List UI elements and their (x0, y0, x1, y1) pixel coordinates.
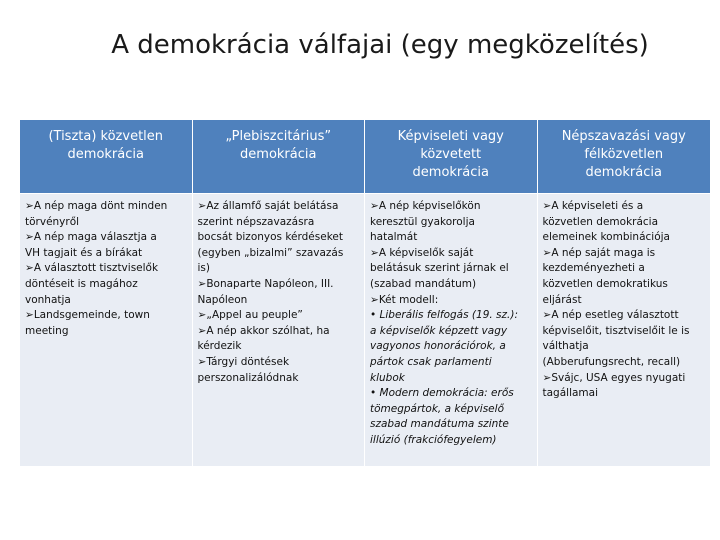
cell-text: VH tagjait és a bírákat (25, 246, 143, 259)
cell-text-line (198, 246, 360, 262)
cell-text-line (198, 293, 360, 309)
cell-text: eljárást (542, 293, 582, 306)
cell-text-line (25, 261, 187, 277)
cell-text-line (543, 215, 706, 231)
cell-text: pártok csak parlamenti (370, 355, 492, 368)
column-header-3 (365, 120, 538, 193)
cell-text: képviselőit, tisztviselőit le is (542, 324, 690, 337)
cell-text: vagyonos honorációrok, a (370, 340, 506, 353)
cell-text-line (25, 199, 187, 215)
cell-text: • Liberális felfogás (19. sz.): (370, 309, 519, 322)
arrow-bullet-icon: ➢ (370, 293, 379, 306)
slide-title: A demokrácia válfajai (egy megközelítés) (111, 30, 649, 60)
cell-text-line (543, 199, 706, 215)
cell-text-line (198, 261, 360, 277)
cell-text: meeting (25, 324, 69, 337)
column-header-line: (Tiszta) közvetlen (48, 129, 164, 144)
cell-text: Tárgyi döntések (206, 355, 290, 368)
cell-text: perszonalizálódnak (197, 371, 299, 384)
cell-text: döntéseit is magához (25, 277, 138, 290)
cell-text-line (198, 277, 360, 293)
cell-text: törvényről (25, 215, 80, 228)
column-header-line: demokrácia (585, 165, 662, 180)
cell-text-line (543, 339, 706, 355)
cell-text-line (25, 230, 187, 246)
cell-text: Az államfő saját belátása (206, 200, 339, 212)
cell-text-line (370, 199, 532, 215)
arrow-bullet-icon: ➢ (197, 277, 207, 290)
column-header-line: demokrácia (412, 165, 489, 180)
arrow-bullet-icon: ➢ (542, 309, 552, 322)
cell-text: szabad mandátuma szinte (370, 418, 509, 431)
cell-text-line (198, 324, 360, 340)
arrow-bullet-icon: ➢ (370, 200, 379, 212)
cell-text: belátásuk szerint járnak el (370, 262, 509, 275)
cell-text: kezdeményezheti a (542, 262, 645, 275)
cell-text-line (25, 277, 187, 293)
cell-text: A képviseleti és a (551, 200, 644, 212)
table-header-row (20, 120, 710, 193)
cell-text-line (370, 371, 532, 387)
table-body-row (20, 194, 710, 466)
column-header-4 (538, 120, 711, 193)
cell-text: a képviselők képzett vagy (370, 324, 508, 337)
cell-text: Két modell: (378, 293, 439, 306)
cell-text-line (370, 402, 532, 418)
column-header-line: „Plebiszcitárius” (225, 129, 332, 144)
column-header-line: demokrácia (67, 147, 144, 162)
cell-text: (egyben „bizalmi” szavazás (197, 246, 344, 259)
cell-text-line (543, 293, 706, 309)
cell-text: szerint népszavazásra (197, 215, 315, 228)
cell-text: A nép maga dönt minden (33, 200, 168, 212)
cell-text-line (370, 277, 532, 293)
column-header-2 (193, 120, 366, 193)
arrow-bullet-icon: ➢ (197, 355, 207, 368)
cell-text-line (25, 215, 187, 231)
column-body-4 (538, 194, 711, 466)
arrow-bullet-icon: ➢ (542, 246, 552, 259)
cell-text-line (370, 339, 532, 355)
cell-text-line (543, 371, 706, 387)
cell-text-line (25, 308, 187, 324)
cell-text-line (370, 230, 532, 246)
cell-text: (Abberufungsrecht, recall) (542, 355, 681, 368)
cell-text: bocsát bizonyos kérdéseket (197, 231, 343, 244)
cell-text-line (198, 371, 360, 387)
cell-text: kérdezik (197, 340, 242, 353)
cell-text-line (198, 308, 360, 324)
arrow-bullet-icon: ➢ (25, 200, 34, 212)
column-header-line: félközvetlen (584, 147, 664, 162)
cell-text: A nép akkor szólhat, ha (206, 324, 330, 337)
cell-text-line (198, 355, 360, 371)
cell-text: A nép képviselőkön (378, 200, 481, 212)
cell-text-line (370, 261, 532, 277)
cell-text-line (370, 355, 532, 371)
cell-text-line (370, 386, 532, 402)
column-body-2 (193, 194, 366, 466)
cell-text: Napóleon (197, 293, 248, 306)
cell-text-line (370, 293, 532, 309)
arrow-bullet-icon: ➢ (25, 262, 34, 275)
cell-text-line (370, 308, 532, 324)
cell-text: A képviselők saját (378, 246, 474, 259)
democracy-types-table (20, 120, 710, 466)
column-header-line: demokrácia (240, 147, 317, 162)
cell-text-line (198, 339, 360, 355)
cell-text: Svájc, USA egyes nyugati (551, 371, 686, 384)
arrow-bullet-icon: ➢ (197, 309, 207, 322)
column-header-line: Népszavazási vagy (561, 129, 686, 144)
cell-text: (szabad mandátum) (370, 277, 477, 290)
arrow-bullet-icon: ➢ (25, 231, 34, 244)
arrow-bullet-icon: ➢ (370, 246, 379, 259)
cell-text: klubok (370, 371, 405, 384)
cell-text-line (25, 293, 187, 309)
cell-text: A választott tisztviselők (33, 262, 159, 275)
arrow-bullet-icon: ➢ (25, 309, 34, 322)
cell-text: is) (197, 262, 210, 275)
cell-text-line (543, 308, 706, 324)
cell-text: Landsgemeinde, town (33, 309, 150, 322)
cell-text: tömegpártok, a képviselő (370, 402, 504, 415)
cell-text-line (543, 246, 706, 262)
cell-text-line (543, 386, 706, 402)
cell-text: közvetlen demokrácia (542, 215, 659, 228)
cell-text-line (198, 230, 360, 246)
cell-text-line (543, 355, 706, 371)
cell-text-line (370, 246, 532, 262)
cell-text-line (25, 324, 187, 340)
column-body-3 (365, 194, 538, 466)
arrow-bullet-icon: ➢ (542, 371, 552, 384)
cell-text: Bonaparte Napóleon, III. (206, 277, 334, 290)
column-header-1 (20, 120, 193, 193)
cell-text-line (198, 215, 360, 231)
column-header-line: közvetett (420, 147, 482, 162)
cell-text: • Modern demokrácia: erős (370, 387, 514, 400)
cell-text-line (543, 261, 706, 277)
cell-text-line (543, 230, 706, 246)
cell-text-line (198, 199, 360, 215)
cell-text: illúzió (frakciófegyelem) (370, 433, 497, 446)
cell-text-line (543, 324, 706, 340)
cell-text: A nép saját maga is (551, 246, 656, 259)
cell-text: hatalmát (370, 231, 418, 244)
cell-text-line (370, 324, 532, 340)
arrow-bullet-icon: ➢ (542, 200, 552, 212)
cell-text: keresztül gyakorolja (370, 215, 475, 228)
column-header-line: Képviseleti vagy (397, 129, 504, 144)
cell-text-line (370, 433, 532, 449)
arrow-bullet-icon: ➢ (197, 324, 207, 337)
cell-text: vonhatja (25, 293, 71, 306)
cell-text: A nép esetleg választott (551, 309, 679, 322)
cell-text: válthatja (542, 340, 589, 353)
cell-text-line (25, 246, 187, 262)
cell-text: „Appel au peuple” (206, 309, 303, 322)
cell-text: elemeinek kombinációja (542, 231, 670, 244)
cell-text: tagállamai (542, 387, 598, 400)
cell-text: A nép maga választja a (33, 231, 157, 244)
cell-text-line (370, 417, 532, 433)
cell-text-line (543, 277, 706, 293)
cell-text-line (370, 215, 532, 231)
column-body-1 (20, 194, 193, 466)
cell-text: közvetlen demokratikus (542, 277, 668, 290)
arrow-bullet-icon: ➢ (197, 200, 207, 212)
